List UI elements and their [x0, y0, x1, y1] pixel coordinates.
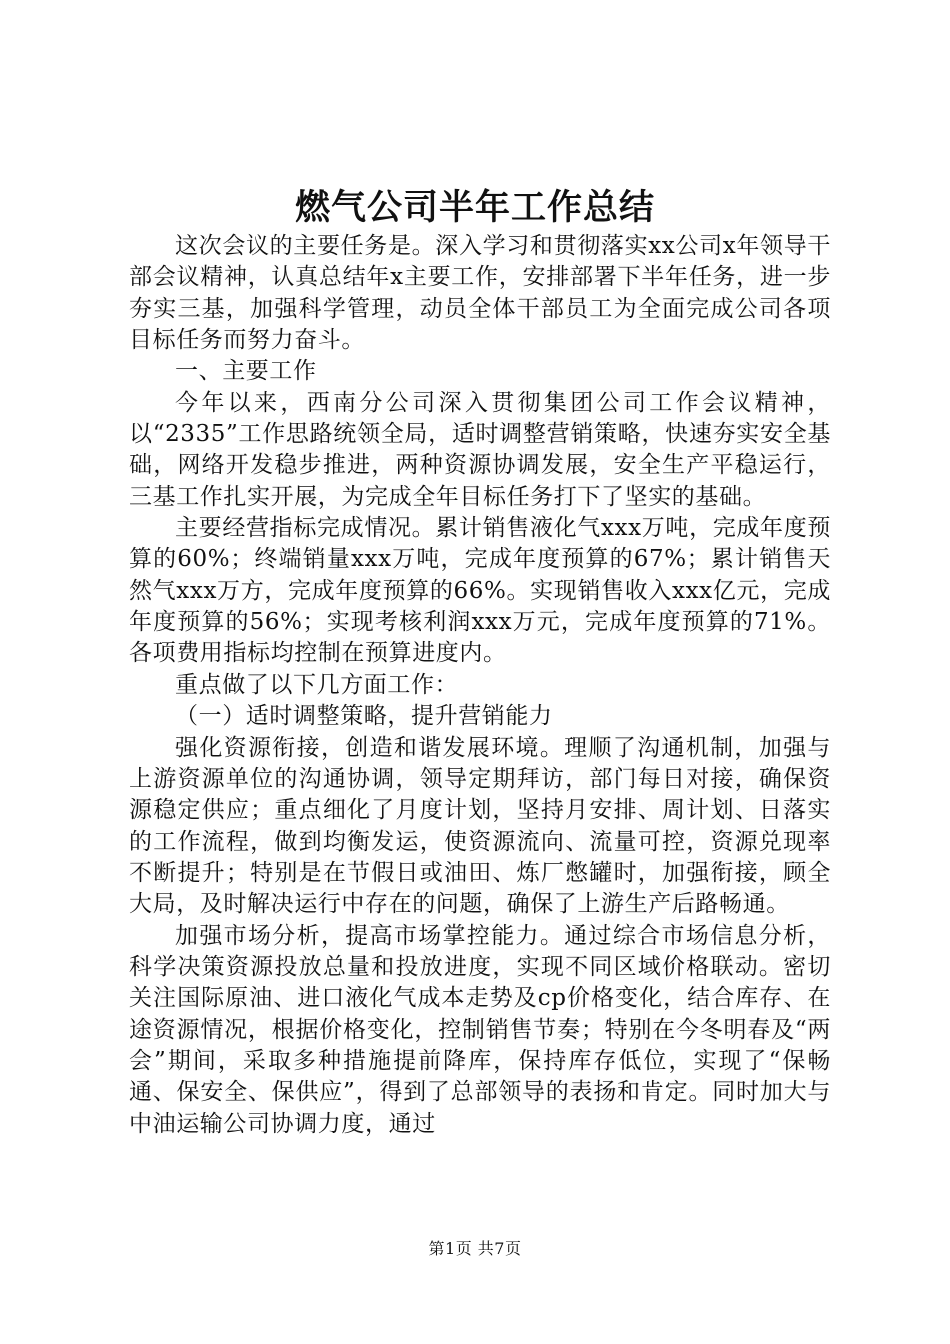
subsection-heading-strategy: （一）适时调整策略，提升营销能力 [175, 703, 553, 730]
paragraph-overview: 今年以来，西南分公司深入贯彻集团公司工作会议精神，以“2335”工作思路统领全局，适时调整营销策略，快速夯实安全基础，网络开发稳步推进，两种资源协调发展，安全生产平稳运行，三基工作扎实开展，为完成全年目标任务打下了坚实的基础。 [129, 389, 831, 510]
page-footer: 第1页 共7页 [428, 1239, 522, 1258]
paragraph-key-work-intro: 重点做了以下几方面工作： [175, 671, 459, 698]
paragraph-market-analysis: 加强市场分析，提高市场掌控能力。通过综合市场信息分析，科学决策资源投放总量和投放进度，实现不同区域价格联动。密切关注国际原油、进口液化气成本走势及cp价格变化，结合库存、在途资源情况，根据价格变化，控制销售节奏；特别在今冬明春及“两会”期间，采取多种措施提前降库，保持库存低位，实现了“保畅通、保安全、保供应”，得到了总部领导的表扬和肯定。同时加大与中油运输公司协调力度，通过 [129, 922, 831, 1137]
document-title: 燃气公司半年工作总结 [294, 187, 655, 228]
paragraph-resource-connection: 强化资源衔接，创造和谐发展环境。理顺了沟通机制，加强与上游资源单位的沟通协调，领导定期拜访，部门每日对接，确保资源稳定供应；重点细化了月度计划，坚持月安排、周计划、日落实的工作流程，做到均衡发运，使资源流向、流量可控，资源兑现率不断提升；特别是在节假日或油田、炼厂憋罐时，加强衔接，顾全大局，及时解决运行中存在的问题，确保了上游生产后路畅通。 [129, 734, 831, 918]
paragraph-indicators: 主要经营指标完成情况。累计销售液化气xxx万吨，完成年度预算的60%；终端销量xxx万吨，完成年度预算的67%；累计销售天然气xxx万方，完成年度预算的66%。实现销售收入xxx亿元，完成年度预算的56%；实现考核利润xxx万元，完成年度预算的71%。各项费用指标均控制在预算进度内。 [129, 515, 831, 667]
section-heading-main-work: 一、主要工作 [175, 358, 317, 385]
paragraph-intro: 这次会议的主要任务是。深入学习和贯彻落实xx公司x年领导干部会议精神，认真总结年x主要工作，安排部署下半年任务，进一步夯实三基，加强科学管理，动员全体干部员工为全面完成公司各项目标任务而努力奋斗。 [129, 233, 831, 354]
document-body [129, 231, 831, 1140]
